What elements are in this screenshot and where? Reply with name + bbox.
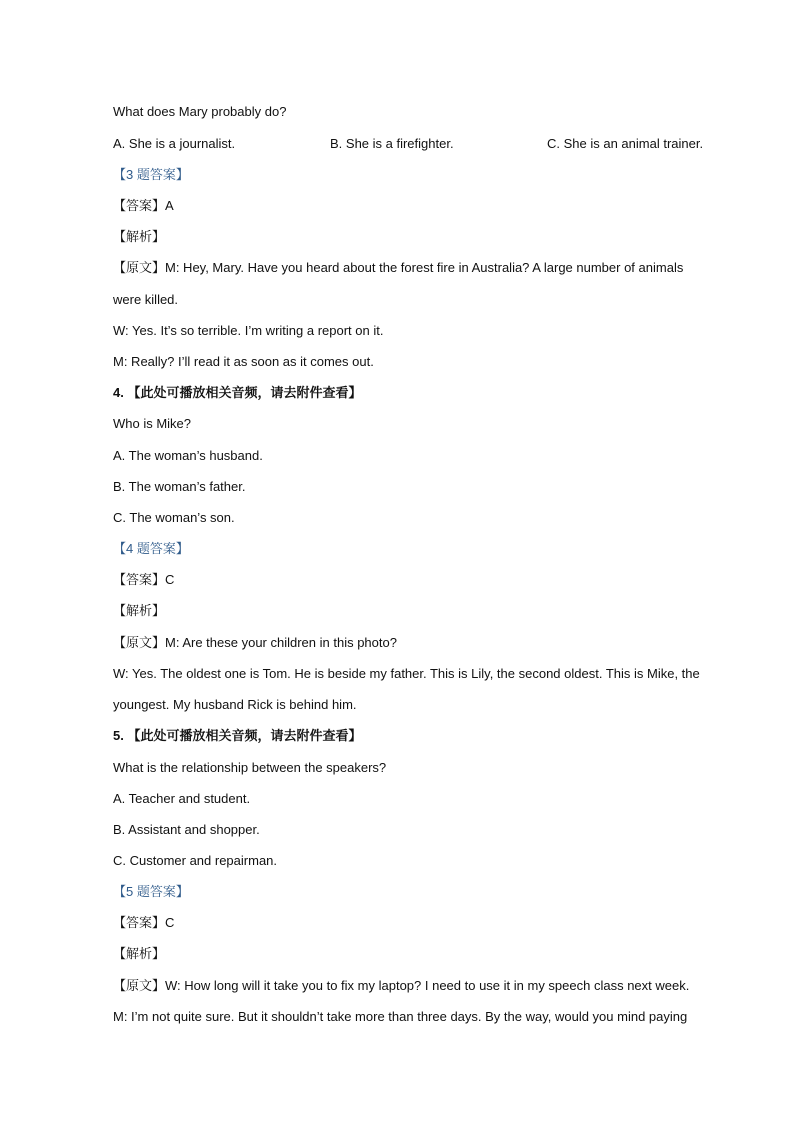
q3-transcript-line-2: were killed.	[113, 292, 179, 307]
q5-option-b: B. Assistant and shopper.	[113, 822, 260, 837]
q4-option-c: C. The woman’s son.	[113, 510, 235, 525]
q4-analysis: 【解析】	[113, 603, 166, 618]
q4-stem: Who is Mike?	[113, 416, 192, 431]
q5-transcript-line-1: 【原文】W: How long will it take you to fix my laptop? I need to use it in my speech class next week.	[113, 978, 690, 993]
q3-option-b: B. She is a firefighter.	[330, 136, 454, 151]
q4-answer: 【答案】C	[113, 572, 175, 587]
q3-stem: What does Mary probably do?	[113, 104, 287, 119]
q3-option-a: A. She is a journalist.	[113, 136, 236, 151]
q3-transcript-line-3: W: Yes. It’s so terrible. I’m writing a report on it.	[113, 323, 384, 338]
q4-answer-header: 【4 题答案】	[113, 541, 189, 556]
q3-transcript-line-4: M: Really? I’ll read it as soon as it comes out.	[113, 354, 374, 369]
q5-analysis: 【解析】	[113, 946, 166, 961]
q4-option-a: A. The woman’s husband.	[113, 448, 263, 463]
q4-option-b: B. The woman’s father.	[113, 479, 246, 494]
q4-transcript-line-3: youngest. My husband Rick is behind him.	[113, 697, 357, 712]
q3-analysis: 【解析】	[113, 229, 166, 244]
q5-answer: 【答案】C	[113, 915, 175, 930]
q5-stem: What is the relationship between the speakers?	[113, 760, 387, 775]
q4-transcript-line-1: 【原文】M: Are these your children in this photo?	[113, 635, 397, 650]
q3-transcript-line-1: 【原文】M: Hey, Mary. Have you heard about the forest fire in Australia? A large number of animals	[113, 260, 684, 275]
q4-number-line: 4. 【此处可播放相关音频，请去附件查看】	[113, 385, 362, 400]
q5-option-a: A. Teacher and student.	[113, 791, 251, 806]
q4-transcript-line-2: W: Yes. The oldest one is Tom. He is beside my father. This is Lily, the second oldest. This is Mike, the	[113, 666, 700, 681]
q5-option-c: C. Customer and repairman.	[113, 853, 278, 868]
q3-answer-header: 【3 题答案】	[113, 167, 189, 182]
q3-option-c: C. She is an animal trainer.	[547, 136, 704, 151]
q5-number-line: 5. 【此处可播放相关音频，请去附件查看】	[113, 728, 362, 743]
q3-answer: 【答案】A	[113, 198, 174, 213]
q5-transcript-line-2: M: I’m not quite sure. But it shouldn’t take more than three days. By the way, would you mind paying	[113, 1009, 688, 1024]
q5-answer-header: 【5 题答案】	[113, 884, 189, 899]
